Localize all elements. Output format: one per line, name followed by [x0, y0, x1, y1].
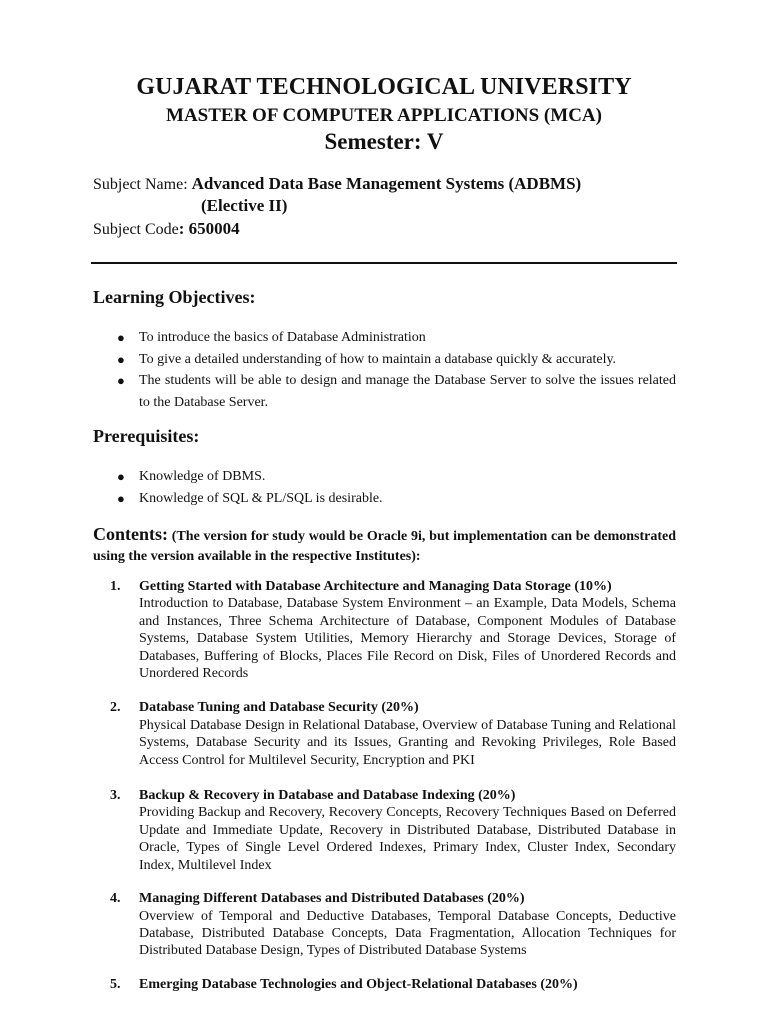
list-item [93, 488, 676, 510]
bullet-icon: ● [117, 351, 125, 367]
learning-objectives-list [93, 327, 676, 413]
unit-item [93, 890, 676, 960]
list-item-text: The students will be able to design and manage the Database Server to solve the issues related to the Database Server. [139, 373, 676, 410]
list-item-text: To introduce the basics of Database Administration [139, 330, 426, 345]
subject-name-line [93, 173, 581, 195]
unit-title: Emerging Database Technologies and Object-Relational Databases (20%) [139, 976, 578, 992]
list-item [93, 327, 676, 349]
program-title: MASTER OF COMPUTER APPLICATIONS (MCA) [166, 105, 602, 126]
unit-title: Getting Started with Database Architecture and Managing Data Storage (10%) [139, 579, 612, 594]
semester-title: Semester: V [324, 129, 444, 154]
learning-objectives-heading: Learning Objectives: [93, 287, 256, 307]
contents-note: (The version for study would be Oracle 9i, but implementation can be demonstrated using the version available in the respective Institutes): [93, 529, 677, 564]
unit-item [93, 699, 676, 769]
bullet-icon: ● [117, 330, 125, 345]
prerequisites-list [93, 466, 676, 509]
unit-number: 2. [110, 700, 121, 716]
subject-elective: (Elective II) [201, 196, 288, 215]
units-list [93, 578, 676, 993]
unit-item [93, 787, 676, 874]
bullet-icon: ● [117, 373, 125, 388]
unit-number: 3. [110, 788, 121, 804]
list-item-text: To give a detailed understanding of how to maintain a database quickly & accurately. [139, 351, 617, 367]
unit-title: Backup & Recovery in Database and Database Indexing (20%) [139, 788, 516, 804]
subject-elective-line [201, 195, 287, 217]
subject-name-label: Subject Name: [93, 176, 192, 193]
unit-body: Physical Database Design in Relational Database, Overview of Database Tuning and Relational Systems, Database Security and its Issues, Granting and Revoking Privileges, Role Based Access Control for Multilevel Security, Encryption and PKI [139, 717, 676, 768]
unit-body: Providing Backup and Recovery, Recovery Concepts, Recovery Techniques Based on Deferred Update and Immediate Update, Recovery in Distributed Database, Distributed Database in Oracle, Types of Single Level Ordered Indexes, Primary Index, Cluster Index, Secondary Index, Multilevel Index [139, 805, 676, 873]
subject-code-value: : 650004 [178, 219, 240, 238]
subject-name-value: Advanced Data Base Management Systems (ADBMS) [191, 174, 582, 193]
unit-number: 4. [110, 891, 121, 907]
unit-number: 5. [110, 976, 121, 992]
bullet-icon: ● [117, 490, 125, 506]
unit-body: Introduction to Database, Database System Environment – an Example, Data Models, Schema and Instances, Three Schema Architecture of Database, Component Modules of Database Systems, Database System Utilities, Memory Hierarchy and Storage Devices, Storage of Databases, Buffering of Blocks, Places File Record on Disk, Files of Unordered Records and Unordered Records [139, 596, 676, 682]
unit-item [93, 976, 676, 993]
header-divider [91, 262, 677, 264]
list-item-text: Knowledge of SQL & PL/SQL is desirable. [139, 490, 383, 506]
unit-item [93, 578, 676, 682]
contents-label: Contents: [93, 524, 168, 544]
prerequisites-heading: Prerequisites: [93, 426, 200, 446]
university-title: GUJARAT TECHNOLOGICAL UNIVERSITY [136, 74, 632, 100]
list-item [93, 349, 676, 371]
list-item [93, 370, 676, 413]
unit-body: Overview of Temporal and Deductive Databases, Temporal Database Concepts, Deductive Database, Distributed Database Concepts, Data Fragmentation, Allocation Techniques for Distributed Database Design, Types of Distributed Database Systems [139, 908, 676, 959]
list-item-text: Knowledge of DBMS. [139, 469, 266, 484]
unit-title: Managing Different Databases and Distributed Databases (20%) [139, 891, 525, 907]
bullet-icon: ● [117, 469, 125, 484]
list-item [93, 466, 676, 488]
subject-code-line [93, 218, 240, 240]
unit-title: Database Tuning and Database Security (20%) [139, 700, 419, 716]
subject-code-label: Subject Code [93, 221, 179, 238]
contents-intro [93, 524, 676, 567]
unit-number: 1. [110, 579, 121, 594]
